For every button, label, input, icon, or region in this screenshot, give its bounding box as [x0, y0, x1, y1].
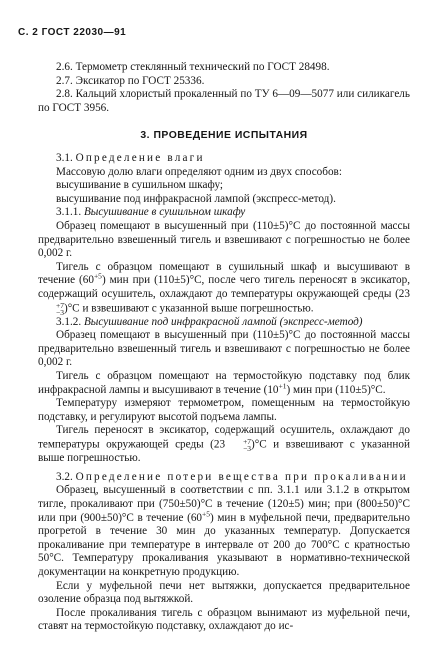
oven-paragraph-1: Образец помещают в высушенный при (110±5)°С до постоянной массы предварительно взвешенный тигель и взвешивают с погрешностью не более 0,002 г. — [38, 219, 410, 260]
subsection-3-1-heading — [38, 152, 410, 166]
subsection-3-1-2-number: 3.1.2. — [56, 315, 82, 328]
lamp-paragraph-1: Образец помещают в высушенный при (110±5)°С до постоянной массы предварительно взвешенный тигель и взвешивают с погрешностью не более 0,002 г. — [38, 329, 410, 369]
lamp-paragraph-2: Тигель с образцом помещают на термостойкую подставку под блик инфракрасной лампы и высушивают в течение $(10^{+1})$ мин при (110±5)°С. — [38, 370, 410, 396]
document-body — [38, 61, 410, 634]
item-2-7: 2.7. Эксикатор по ГОСТ 25336. — [56, 74, 205, 87]
subsection-3-1-1-number: 3.1.1. — [56, 206, 82, 219]
moisture-intro: Массовую долю влаги определяют одним из двух способов: — [56, 165, 342, 178]
subsection-3-1-1-title: Высушивание в сушильном шкафу — [83, 206, 246, 219]
subsection-3-1-2-heading — [38, 316, 410, 330]
subsection-3-1-2-title: Высушивание под инфракрасной лампой (экспресс-метод) — [83, 315, 363, 328]
section-title: 3. ПРОВЕДЕНИЕ ИСПЫТАНИЯ — [140, 130, 308, 142]
ignition-paragraph-1: Образец, высушенный в соответствии с пп. 3.1.1 или 3.1.2 в открытом тигле, прокаливают при (750±50)°С в течение (120±5) мин; при (800±50)°С или при (900±50)°С в течение $(60^{+5})$ мин в муфельной печи, предварительно прогретой в течение 30 мин до указанных температур. Допускается прокаливание при температуре в интервале от 200 до 700°С с кратностью 50°С. Температуру прокаливания указывают в нормативно-технической документации на конкретную продукцию. — [38, 484, 410, 578]
subsection-3-2-title: Определение потери вещества при прокаливании — [75, 470, 408, 483]
subsection-3-1-number: 3.1. — [56, 151, 73, 164]
item-2-6: 2.6. Термометр стеклянный технический по ГОСТ 28498. — [56, 61, 330, 73]
oven-paragraph-2: Тигель с образцом помещают в сушильный шкаф и высушивают в течение $(60^{+5})$ мин при (110±5)°С, после чего тигель переносят в эксикатор, содержащий осушитель, охлаждают до температуры окружающей среды (23 +7 −3 )°С и взвешивают с указанной выше погрешностью. — [38, 260, 410, 317]
lamp-paragraph-4: Тигель переносят в эксикатор, содержащий осушитель, охлаждают до температуры окружающей среды (23 +7 −3 )°С и взвешивают с указанной выше погрешностью. — [38, 424, 410, 465]
item-2-8: 2.8. Кальций хлористый прокаленный по ТУ 6—09—5077 или силикагель по ГОСТ 3956. — [38, 88, 410, 114]
ignition-paragraph-2: Если у муфельной печи нет вытяжки, допускается предварительное озоление образца под вытяжкой. — [38, 579, 410, 606]
moisture-method-1: высушивание в сушильном шкафу; — [56, 179, 224, 192]
page-header: С. 2 ГОСТ 22030—91 — [18, 27, 127, 38]
ignition-paragraph-3: После прокаливания тигель с образцом вынимают из муфельной печи, ставят на термостойкую подставку, охлаждают до ис- — [38, 606, 410, 633]
lamp-paragraph-3: Температуру измеряют термометром, помещенным на термостойкую подставку, и регулируют высотой подъема лампы. — [38, 397, 410, 423]
tolerance-fraction: +7 −3 — [56, 300, 64, 317]
moisture-method-2: высушивание под инфракрасной лампой (экспресс-метод). — [56, 192, 336, 205]
tolerance-fraction: +7 −3 — [243, 437, 252, 454]
subsection-3-2-number: 3.2. — [56, 470, 73, 483]
subsection-3-1-1-heading — [38, 206, 410, 220]
subsection-3-1-title: Определение влаги — [75, 151, 205, 164]
subsection-3-2-heading — [38, 471, 410, 485]
